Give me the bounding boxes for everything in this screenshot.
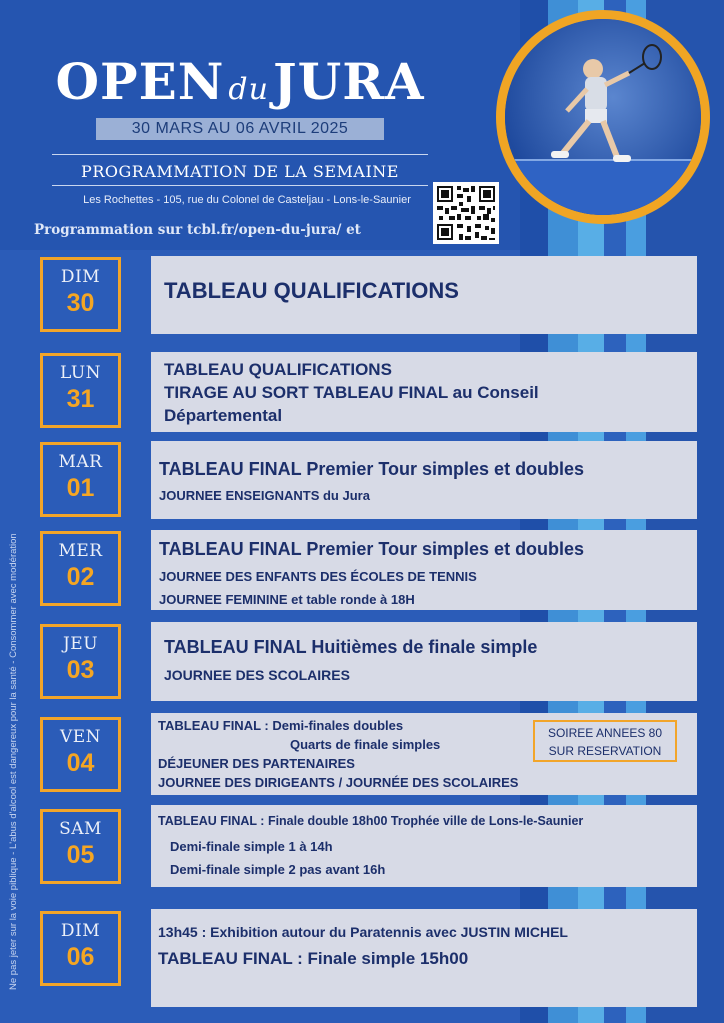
event-title <box>50 52 430 111</box>
day-badge-dim-30 <box>40 257 121 332</box>
day-badge-ven-04 <box>40 717 121 792</box>
schedule-card-jeu-03 <box>151 622 697 701</box>
day-badge-mer-02 <box>40 531 121 606</box>
day-badge-mar-01 <box>40 442 121 517</box>
schedule-line: JOURNEE DES SCOLAIRES <box>164 667 350 683</box>
schedule-line: TABLEAU FINAL Premier Tour simples et doubles <box>159 459 585 479</box>
programme-link[interactable]: Programmation sur tcbl.fr/open-du-jura/ et <box>34 222 361 238</box>
player-photo <box>496 10 710 224</box>
day-number: 05 <box>66 841 95 869</box>
schedule-line: JOURNEE DES DIRIGEANTS / JOURNÉE DES SCOLAIRES <box>158 775 519 790</box>
qr-code[interactable] <box>433 182 499 244</box>
schedule-line: TABLEAU FINAL : Finale simple 15h00 <box>158 949 469 968</box>
day-badge-dim-06 <box>40 911 121 986</box>
day-name: DIM <box>60 267 101 287</box>
schedule-line: DÉJEUNER DES PARTENAIRES <box>158 756 355 771</box>
day-badge-sam-05 <box>40 809 121 884</box>
legal-notice: Ne pas jeter sur la voie piblique - L'abus d'alcool est dangereux pour la santé - Consommer avec modération <box>8 533 19 990</box>
divider-top <box>52 154 428 155</box>
schedule-card-dim-30 <box>151 256 697 334</box>
schedule-card-sam-05 <box>151 805 697 887</box>
badge-line: SUR RESERVATION <box>548 744 662 758</box>
tennis-player-illustration <box>505 19 701 215</box>
day-number: 06 <box>66 943 95 971</box>
title-open: OPEN <box>55 52 225 111</box>
day-number: 31 <box>66 385 95 413</box>
title-jura: JURA <box>272 52 425 111</box>
day-number: 01 <box>66 474 95 502</box>
schedule-line: Quarts de finale simples <box>290 737 441 752</box>
programme-subtitle: PROGRAMMATION DE LA SEMAINE <box>81 162 399 181</box>
day-number: 04 <box>66 749 95 777</box>
day-name: MER <box>58 541 103 561</box>
schedule-line: JOURNEE FEMININE et table ronde à 18H <box>159 592 415 607</box>
schedule-line: Demi-finale simple 1 à 14h <box>170 839 333 854</box>
schedule-line: TABLEAU FINAL Premier Tour simples et doubles <box>159 539 585 559</box>
day-name: LUN <box>59 363 102 383</box>
venue-address: Les Rochettes - 105, rue du Colonel de Casteljau - Lons-le-Saunier <box>83 194 411 206</box>
day-name: SAM <box>59 819 102 839</box>
day-number: 03 <box>66 656 95 684</box>
schedule-line: TABLEAU FINAL : Demi-finales doubles <box>158 718 404 733</box>
schedule-line: TABLEAU QUALIFICATIONS <box>164 360 392 379</box>
schedule-line: TABLEAU FINAL Huitièmes de finale simple <box>164 637 538 657</box>
schedule-line: TABLEAU FINAL : Finale double 18h00 Trophée ville de Lons-le-Saunier <box>158 814 584 828</box>
day-name: JEU <box>62 634 99 654</box>
schedule-card-mar-01 <box>151 441 697 519</box>
day-badge-jeu-03 <box>40 624 121 699</box>
schedule-line: Départemental <box>164 406 283 425</box>
schedule-line: 13h45 : Exhibition autour du Paratennis avec JUSTIN MICHEL <box>158 924 568 940</box>
day-badge-lun-31 <box>40 353 121 428</box>
schedule-line: Demi-finale simple 2 pas avant 16h <box>170 862 386 877</box>
title-du: du <box>228 72 269 107</box>
divider-bottom <box>52 185 428 186</box>
day-name: DIM <box>60 921 101 941</box>
qr-code-icon <box>433 182 499 244</box>
schedule-line: JOURNEE DES ENFANTS DES ÉCOLES DE TENNIS <box>159 569 477 584</box>
schedule-line: TIRAGE AU SORT TABLEAU FINAL au Conseil <box>164 383 539 402</box>
schedule-card-ven-04 <box>151 713 697 795</box>
day-number: 02 <box>66 563 95 591</box>
event-dates: 30 MARS AU 06 AVRIL 2025 <box>96 118 384 140</box>
schedule-line: JOURNEE ENSEIGNANTS du Jura <box>159 488 370 503</box>
schedule-card-lun-31 <box>151 352 697 432</box>
schedule-card-mer-02 <box>151 530 697 610</box>
day-name: MAR <box>58 452 103 472</box>
day-number: 30 <box>66 289 95 317</box>
badge-line: SOIREE ANNEES 80 <box>547 726 663 740</box>
schedule-card-dim-06 <box>151 909 697 1007</box>
schedule-line: TABLEAU QUALIFICATIONS <box>164 278 459 303</box>
day-name: VEN <box>59 727 102 747</box>
evening-event-badge <box>533 720 677 762</box>
